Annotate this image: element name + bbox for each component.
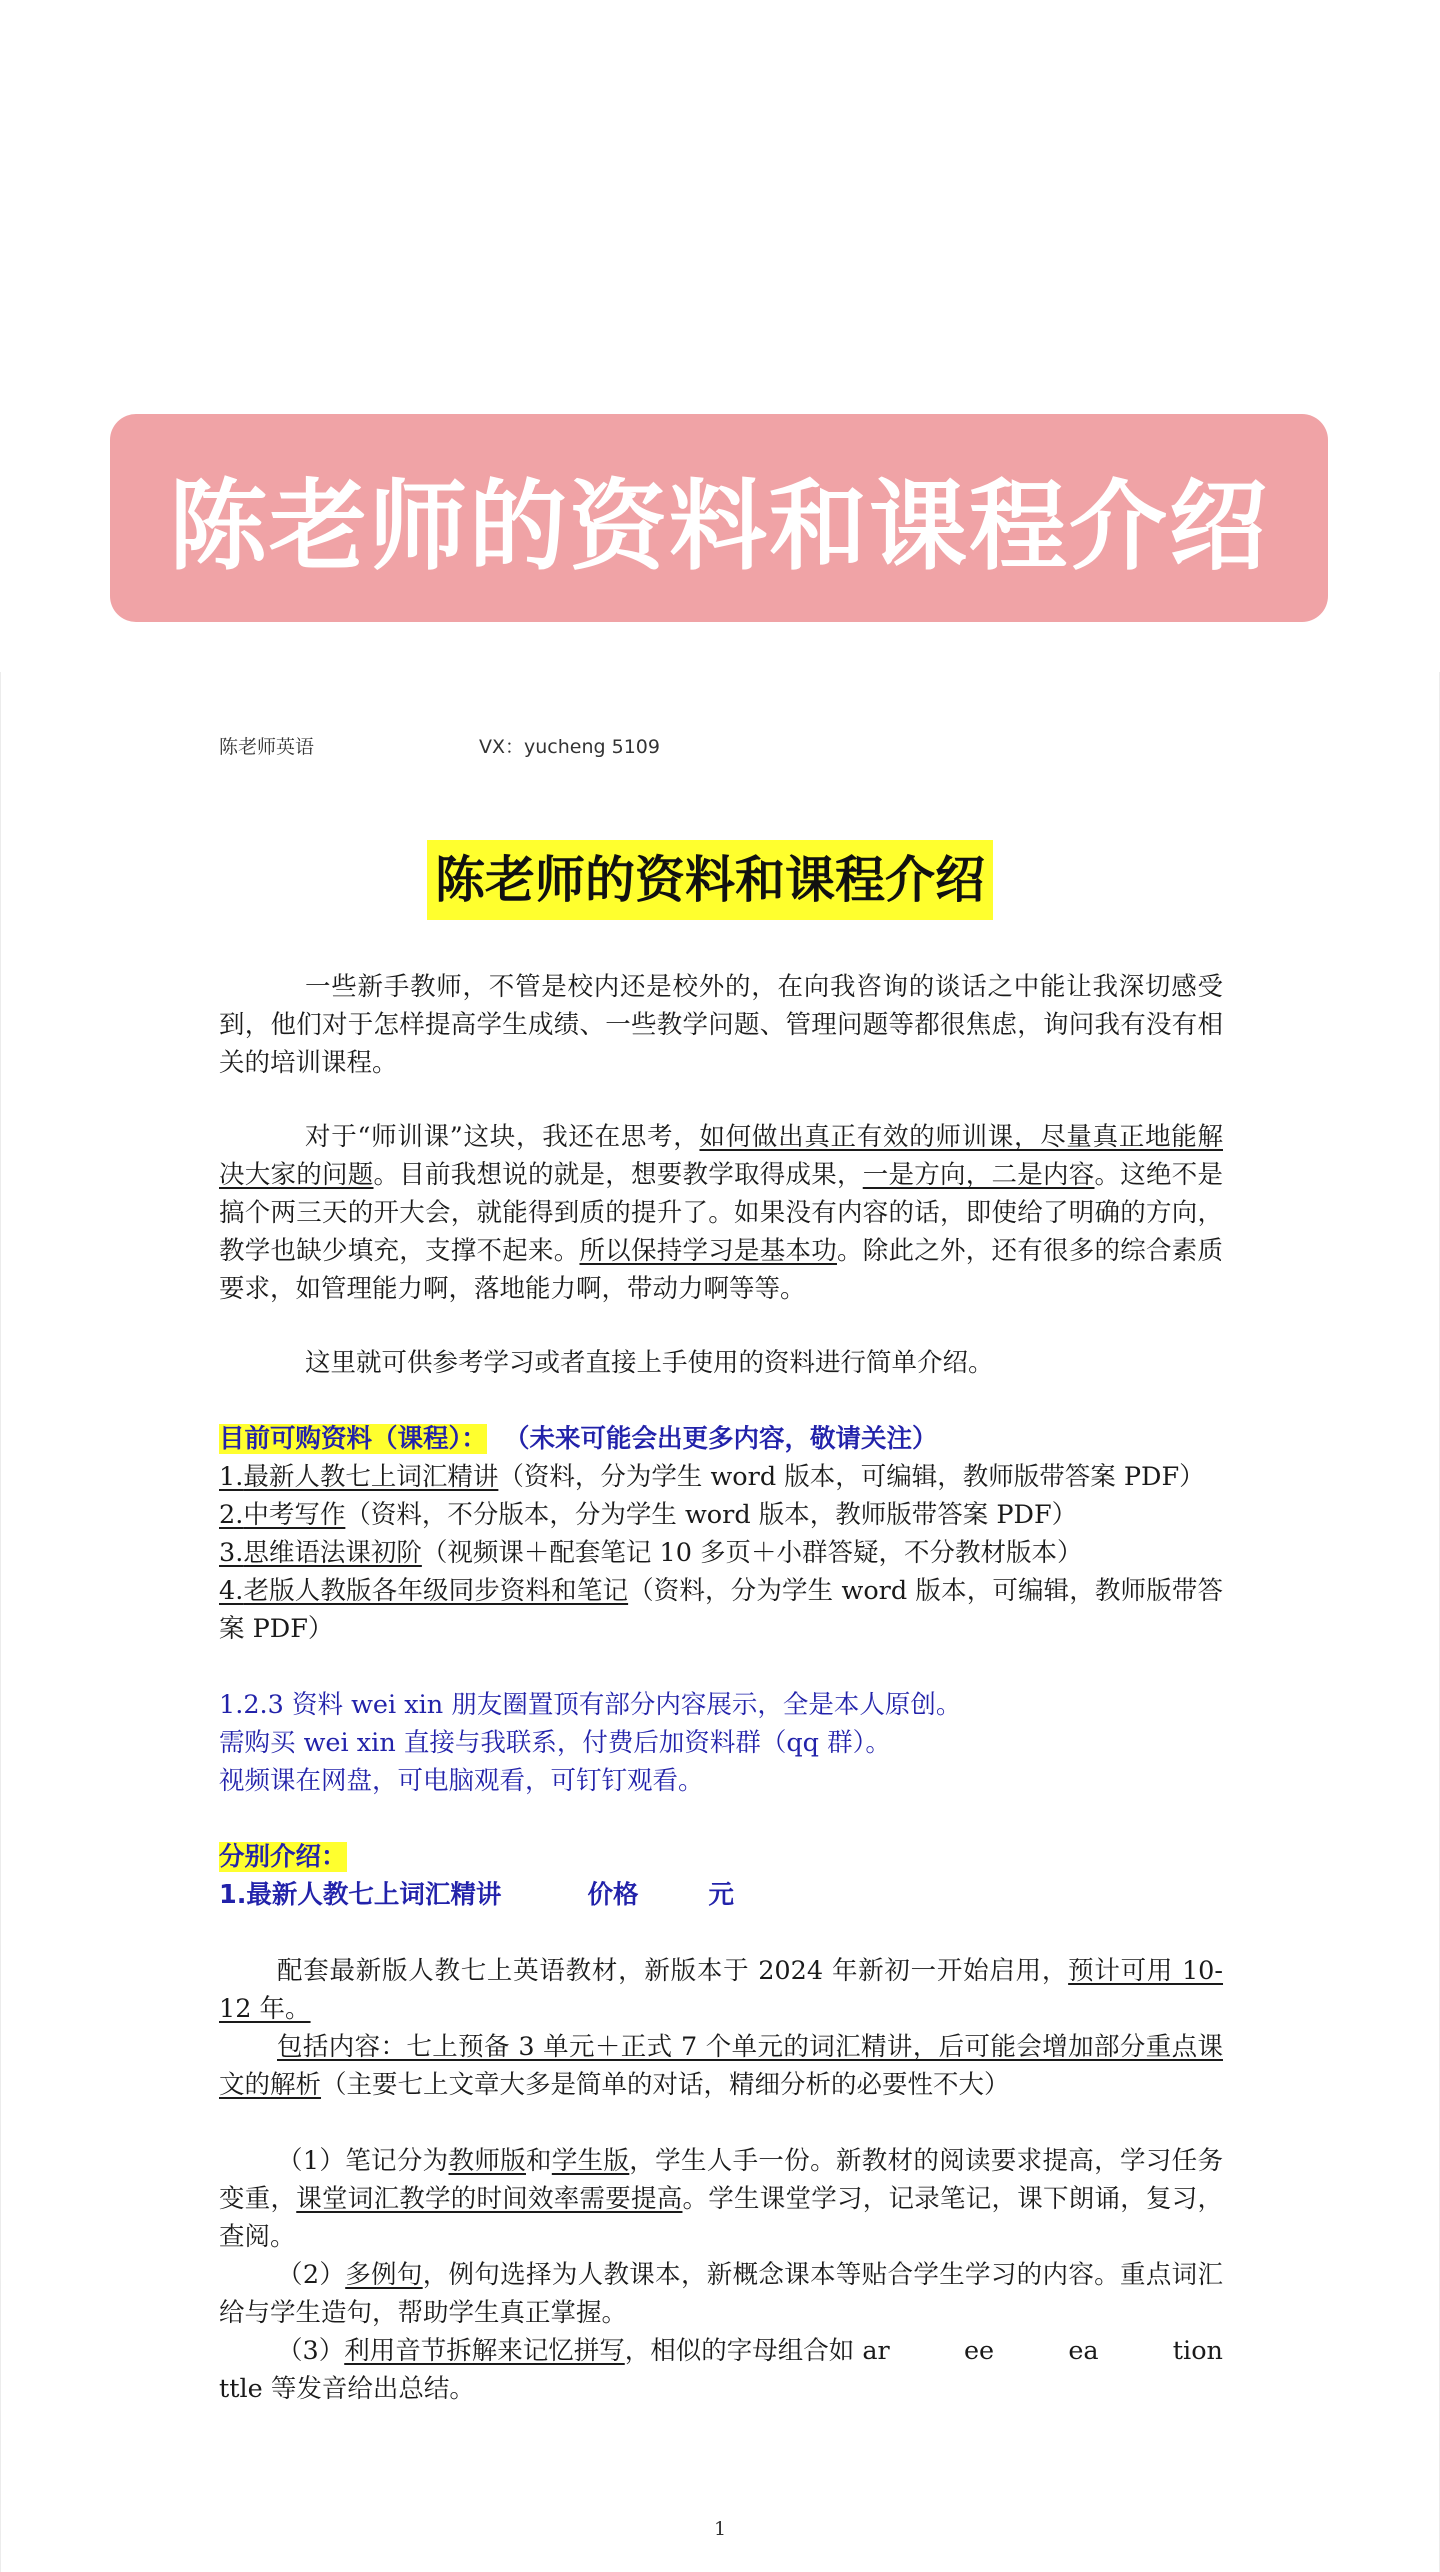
underlined-text: 多例句: [345, 2260, 423, 2290]
item-title: 老版人教版各年级同步资料和笔记: [243, 1576, 629, 1606]
text: ，相似的字母组合如 ar: [624, 2336, 890, 2366]
underlined-text: 利用音节拆解来记忆拼写: [344, 2336, 625, 2366]
product-item: [219, 1458, 1223, 1496]
product-item: [219, 1496, 1223, 1534]
feature-3-line-2: ttle 等发音给出总结。: [219, 2374, 475, 2404]
detail-paragraph-1: [219, 1952, 1223, 2028]
header-contact: VX：yucheng 5109: [479, 736, 660, 758]
item-desc: （资料，不分版本，分为学生 word 版本，教师版带答案 PDF）: [345, 1500, 1078, 1530]
text: 。学生课堂学习，记录笔记，课下朗诵，复习，查阅。: [219, 2184, 1223, 2252]
overview-paragraph: 这里就可供参考学习或者直接上手使用的资料进行简单介绍。: [305, 1348, 994, 1378]
letter-combo: ee: [963, 2336, 995, 2366]
header-author: 陈老师英语: [219, 736, 315, 758]
item-title: 中考写作: [243, 1500, 346, 1530]
text: 。除此之外，还有很多的综合素质要求，如管理能力啊，落地能力啊，带动力啊等等。: [219, 1236, 1223, 1304]
text: （1）笔记分为: [277, 2146, 449, 2176]
available-heading: [219, 1420, 1223, 1458]
title-banner: [110, 414, 1328, 622]
text: ，例句选择为人教课本，新概念课本等贴合学生学习的内容。重点词汇给与学生造句，帮助学生真正掌握。: [219, 2260, 1223, 2328]
item-desc: （资料，分为学生 word 版本，可编辑，教师版带答案 PDF）: [498, 1462, 1205, 1492]
underlined-text: 包括内容：七上预备 3 单元＋正式 7 个单元的词汇精讲，后可能会增加部分重点课文的解析: [219, 2032, 1223, 2100]
feature-3: [219, 2332, 1223, 2408]
item-number: 1.: [219, 1462, 244, 1492]
underlined-text: 如何做出真正有效的师训课，尽量真正地能解决大家的问题: [219, 1122, 1223, 1190]
page-number: 1: [713, 2518, 727, 2540]
underlined-text: 教师版: [448, 2146, 526, 2176]
underlined-text: 所以保持学习是基本功: [579, 1236, 837, 1266]
available-label: 目前可购资料（课程）：: [219, 1424, 487, 1454]
item-number: 4.: [219, 1576, 244, 1606]
training-paragraph: [219, 1118, 1223, 1308]
section-label: 分别介绍：: [219, 1842, 347, 1872]
detail-paragraph-2: [219, 2028, 1223, 2104]
text: 对于“师训课”这块，我还在思考，: [305, 1122, 700, 1152]
text: （主要七上文章大多是简单的对话，精细分析的必要性不大）: [321, 2070, 1010, 2100]
note-line: 需购买 wei xin 直接与我联系，付费后加资料群（qq 群）。: [219, 1728, 891, 1758]
item-title: 最新人教七上词汇精讲: [243, 1462, 499, 1492]
price-unit: 元: [708, 1880, 734, 1910]
feature-2: [219, 2256, 1223, 2332]
purchase-notes: [219, 1686, 1223, 1800]
item-number: 2.: [219, 1500, 244, 1530]
item-desc: （资料，分为学生 word 版本，可编辑，教师版带答案 PDF）: [219, 1576, 1223, 1644]
note-line: 视频课在网盘，可电脑观看，可钉钉观看。: [219, 1766, 704, 1796]
item-number: 3.: [219, 1538, 244, 1568]
section-heading: [219, 1876, 1223, 1914]
text: 。目前我想说的就是，想要教学取得成果，: [373, 1160, 863, 1190]
text: ，学生人手一份。新教材的阅读要求提高，学习任务变重，: [219, 2146, 1223, 2214]
document-title: 陈老师的资料和课程介绍: [427, 840, 993, 920]
available-note: （未来可能会出更多内容，敬请关注）: [516, 1424, 938, 1454]
feature-1: [219, 2142, 1223, 2256]
document-page: [0, 672, 1440, 2572]
feature-3-line-1: [219, 2332, 1223, 2370]
text: 。这绝不是搞个两三天的开大会，就能得到质的提升了。如果没有内容的话，即使给了明确的方向，教学也缺少填充，支撑不起来。: [219, 1160, 1223, 1266]
text: 配套最新版人教七上英语教材，新版本于 2024 年新初一开始启用，: [277, 1956, 1069, 1986]
text: （3）: [277, 2336, 345, 2366]
section-heading-title: 1.最新人教七上词汇精讲: [219, 1880, 502, 1910]
product-item: [219, 1534, 1223, 1572]
underlined-text: 一是方向，二是内容: [862, 1160, 1095, 1190]
banner-title: 陈老师的资料和课程介绍: [168, 469, 1269, 584]
text: 和: [525, 2146, 552, 2176]
letter-combo: ea: [1068, 2336, 1099, 2366]
document-body: [219, 968, 1223, 2408]
section-label-row: [219, 1838, 1223, 1876]
feature-3-lead: [277, 2332, 890, 2370]
price-label: 价格: [587, 1880, 639, 1910]
item-desc: （视频课＋配套笔记 10 多页＋小群答疑，不分教材版本）: [421, 1538, 1083, 1568]
product-item: [219, 1572, 1223, 1648]
item-title: 思维语法课初阶: [243, 1538, 422, 1568]
underlined-text: 学生版: [551, 2146, 630, 2176]
note-line: 1.2.3 资料 wei xin 朋友圈置顶有部分内容展示，全是本人原创。: [219, 1690, 962, 1720]
underlined-text: 预计可用 10-12 年。: [219, 1956, 1224, 2024]
intro-paragraph: 一些新手教师，不管是校内还是校外的，在向我咨询的谈话之中能让我深切感受到，他们对于怎样提高学生成绩、一些教学问题、管理问题等都很焦虑，询问我有没有相关的培训课程。: [219, 972, 1223, 1078]
text: （2）: [277, 2260, 346, 2290]
letter-combo: tion: [1172, 2336, 1223, 2366]
underlined-text: 课堂词汇教学的时间效率需要提高: [296, 2184, 683, 2214]
